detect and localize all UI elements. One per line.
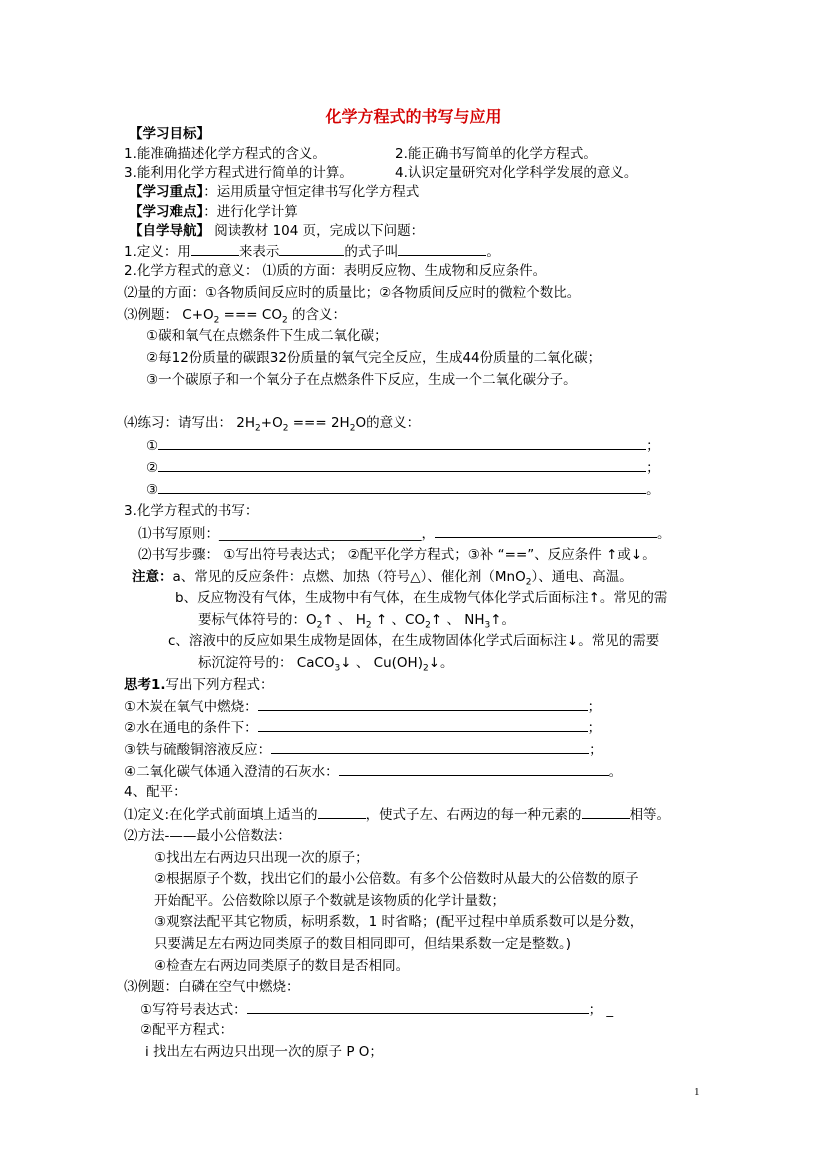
method-step-1: ①找出左右两边只出现一次的原子； (154, 850, 369, 866)
method-step-3-cont: 只要满足左右两边同类原子的数目相同即可，但结果系数一定是整数。) (154, 936, 572, 952)
balancing-definition[interactable]: ⑴定义:在化学式前面填上适当的 ，使式子左、右两边的每一种元素的 相等。 (124, 807, 671, 823)
writing-steps: ⑵书写步骤： ①写出符号表达式； ②配平化学方程式；③补 “==”、反应条件 ↑或↓。 (138, 547, 656, 563)
example-step-i: ⅰ 找出左右两边只出现一次的原子 P O； (145, 1044, 383, 1060)
balancing-method: ⑵方法-——最小公倍数法： (124, 828, 291, 844)
q2-quantity: ⑵量的方面：①各物质间反应时的质量比；②各物质间反应时的微粒个数比。 (124, 285, 581, 301)
think-heading: 思考1.写出下列方程式： (124, 677, 274, 693)
difficult-point: 【学习难点】：进行化学计算 (129, 204, 298, 220)
think-item-2[interactable]: ②水在通电的条件下： ； (124, 720, 602, 736)
think-item-1[interactable]: ①木炭在氧气中燃烧： ； (124, 699, 602, 715)
example-symbol-expression[interactable]: ①写符号表达式： ； _ (140, 1002, 614, 1018)
q3-heading: 3.化学方程式的书写： (124, 503, 259, 519)
page-title: 化学方程式的书写与应用 (325, 107, 502, 126)
note-b: b、反应物没有气体，生成物中有气体，在生成物气体化学式后面标注↑。常见的需 (175, 590, 668, 606)
goal-1: 1.能准确描述化学方程式的含义。 (124, 146, 326, 162)
example-meaning-3: ③一个碳原子和一个氧分子在点燃条件下反应，生成一个二氧化碳分子。 (146, 372, 577, 388)
method-step-2: ②根据原子个数，找出它们的最小公倍数。有多个公倍数时从最大的公倍数的原子 (154, 871, 639, 887)
q4-heading: 4、配平： (124, 784, 187, 800)
note-b-gases: 要标气体符号的：$O_2↑$ 、 $H_2$ ↑ 、$CO_2↑$ 、 $NH_3↑$。 (198, 612, 516, 631)
balancing-example: ⑶例题：白磷在空气中燃烧： (124, 979, 300, 995)
example-meaning-2: ②每12份质量的碳跟32份质量的氧气完全反应，生成44份质量的二氧化碳； (146, 350, 602, 366)
method-step-2-cont: 开始配平。公倍数除以原子个数就是该物质的化学计量数； (154, 893, 505, 909)
practice-blank-2[interactable]: ② ； (146, 460, 660, 476)
note-c-precipitates: 标沉淀符号的： CaCO$_3$↓ 、 $Cu(OH)_2↓$。 (198, 655, 454, 674)
goal-4: 4.认识定量研究对化学科学发展的意义。 (395, 165, 638, 181)
goal-3: 3.能利用化学方程式进行简单的计算。 (124, 165, 353, 181)
practice-blank-3[interactable]: ③ 。 (146, 482, 660, 498)
goals-heading: 【学习目标】 (129, 126, 210, 142)
q1-definition: 1.定义：用 来表示 的式子叫 。 (124, 244, 500, 260)
method-step-4: ④检查左右两边同类原子的数目是否相同。 (154, 958, 410, 974)
think-item-3[interactable]: ③铁与硫酸铜溶液反应： ； (124, 742, 603, 758)
self-study-guide: 【自学导航】 阅读教材 104 页，完成以下问题： (129, 223, 425, 239)
example-balance: ②配平方程式： (140, 1022, 234, 1038)
method-step-3: ③观察法配平其它物质，标明系数，1 时省略；(配平过程中单质系数可以是分数， (154, 914, 644, 930)
think-item-4[interactable]: ④二氧化碳气体通入澄清的石灰水： 。 (124, 764, 623, 780)
practice-blank-1[interactable]: ① ； (146, 438, 660, 454)
practice-prompt: ⑷练习：请写出： $2H_2+O_2$ === $2H_2O$的意义： (124, 415, 421, 434)
key-point: 【学习重点】：运用质量守恒定律书写化学方程式 (129, 184, 420, 200)
page-number: 1 (694, 1086, 700, 1098)
example-meaning-1: ①碳和氧气在点燃条件下生成二氧化碳； (146, 328, 388, 344)
q2-meaning: 2.化学方程式的意义： ⑴质的方面：表明反应物、生成物和反应条件。 (124, 263, 547, 279)
writing-principle[interactable]: ⑴书写原则：______________________________， 。 (138, 526, 671, 542)
note-c: c、溶液中的反应如果生成物是固体，在生成物固体化学式后面标注↓。常见的需要 (168, 633, 660, 649)
goal-2: 2.能正确书写简单的化学方程式。 (395, 146, 597, 162)
q2-example: ⑶例题： $C+O_2$ === $CO_2$ 的含义： (124, 307, 346, 326)
note-a: 注意：a、常见的反应条件：点燃、加热（符号△）、催化剂（MnO$_2$）、通电、高温。 (132, 569, 633, 588)
